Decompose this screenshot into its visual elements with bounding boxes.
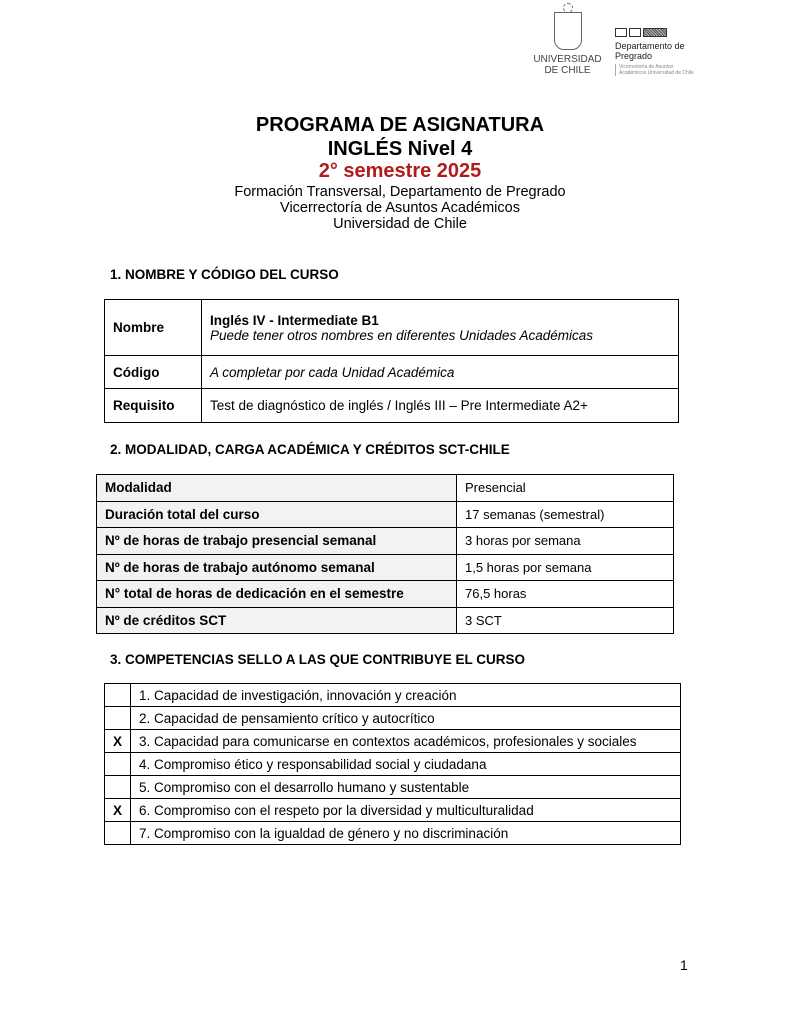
table-row [97, 581, 674, 608]
row-label: N° total de horas de dedicación en el semestre [97, 581, 457, 608]
table-row [105, 300, 679, 356]
row-label: Nº de créditos SCT [97, 607, 457, 634]
row-value: 3 SCT [457, 607, 674, 634]
row-label: Requisito [105, 389, 202, 423]
row-label: Nº de horas de trabajo autónomo semanal [97, 554, 457, 581]
row-value: 1,5 horas por semana [457, 554, 674, 581]
row-value: 76,5 horas [457, 581, 674, 608]
competencies-table [104, 683, 681, 845]
row-value: 3 horas por semana [457, 528, 674, 555]
row-label: Código [105, 356, 202, 389]
course-name-table [104, 299, 679, 423]
workload-table [96, 474, 674, 634]
row-label: Nº de horas de trabajo presencial semanal [97, 528, 457, 555]
page-number: 1 [680, 957, 688, 973]
table-row [105, 753, 681, 776]
subtitle-3: Universidad de Chile [333, 216, 467, 232]
table-row [97, 607, 674, 634]
competency-text: 5. Compromiso con el desarrollo humano y sustentable [131, 776, 681, 799]
dp-title: Departamento de Pregrado [615, 41, 685, 61]
row-label: Nombre [105, 300, 202, 356]
table-row [105, 389, 679, 423]
course-name: Inglés IV - Intermediate B1 [210, 312, 379, 328]
competency-text: 2. Capacidad de pensamiento crítico y autocrítico [131, 707, 681, 730]
section-2-heading: 2. MODALIDAD, CARGA ACADÉMICA Y CRÉDITOS SCT-CHILE [110, 442, 510, 457]
subtitle-2: Vicerrectoría de Asuntos Académicos [280, 200, 520, 216]
departamento-pregrado-logo [615, 28, 695, 76]
mark-cell [105, 684, 131, 707]
mark-cell: X [105, 799, 131, 822]
universidad-de-chile-logo [530, 12, 605, 76]
subtitle-1: Formación Transversal, Departamento de Pregrado [234, 184, 566, 200]
page-title: PROGRAMA DE ASIGNATURA [255, 114, 545, 136]
course-name-note: Puede tener otros nombres en diferentes Unidades Académicas [210, 327, 593, 343]
semester: 2° semestre 2025 [318, 160, 482, 182]
competency-text: 3. Capacidad para comunicarse en contextos académicos, profesionales y sociales [131, 730, 681, 753]
competency-text: 4. Compromiso ético y responsabilidad social y ciudadana [131, 753, 681, 776]
row-value: 17 semanas (semestral) [457, 501, 674, 528]
dp-mark-icon [615, 28, 695, 37]
table-row [105, 356, 679, 389]
row-label: Modalidad [97, 475, 457, 502]
table-row [105, 776, 681, 799]
table-row [105, 684, 681, 707]
dp-subtitle: Vicerrectoría de Asuntos Académicos Universidad de Chile [615, 64, 695, 76]
table-row [105, 730, 681, 753]
competency-text: 7. Compromiso con la igualdad de género y no discriminación [131, 822, 681, 845]
mark-cell [105, 822, 131, 845]
competency-text: 6. Compromiso con el respeto por la diversidad y multiculturalidad [131, 799, 681, 822]
competency-text: 1. Capacidad de investigación, innovación y creación [131, 684, 681, 707]
mark-cell [105, 776, 131, 799]
uchile-logo-text: UNIVERSIDAD DE CHILE [533, 54, 602, 76]
section-3-heading: 3. COMPETENCIAS SELLO A LAS QUE CONTRIBUYE EL CURSO [110, 652, 526, 667]
row-value: Test de diagnóstico de inglés / Inglés III – Pre Intermediate A2+ [202, 389, 679, 423]
course-title: INGLÉS Nivel 4 [327, 138, 473, 160]
table-row [97, 528, 674, 555]
table-row [97, 554, 674, 581]
row-value: A completar por cada Unidad Académica [202, 356, 679, 389]
section-1-heading: 1. NOMBRE Y CÓDIGO DEL CURSO [110, 267, 339, 282]
table-row [97, 501, 674, 528]
mark-cell [105, 753, 131, 776]
row-value: Presencial [457, 475, 674, 502]
table-row [105, 822, 681, 845]
table-row [105, 799, 681, 822]
crest-icon [554, 12, 582, 50]
mark-cell [105, 707, 131, 730]
mark-cell: X [105, 730, 131, 753]
table-row [105, 707, 681, 730]
table-row [97, 475, 674, 502]
row-label: Duración total del curso [97, 501, 457, 528]
